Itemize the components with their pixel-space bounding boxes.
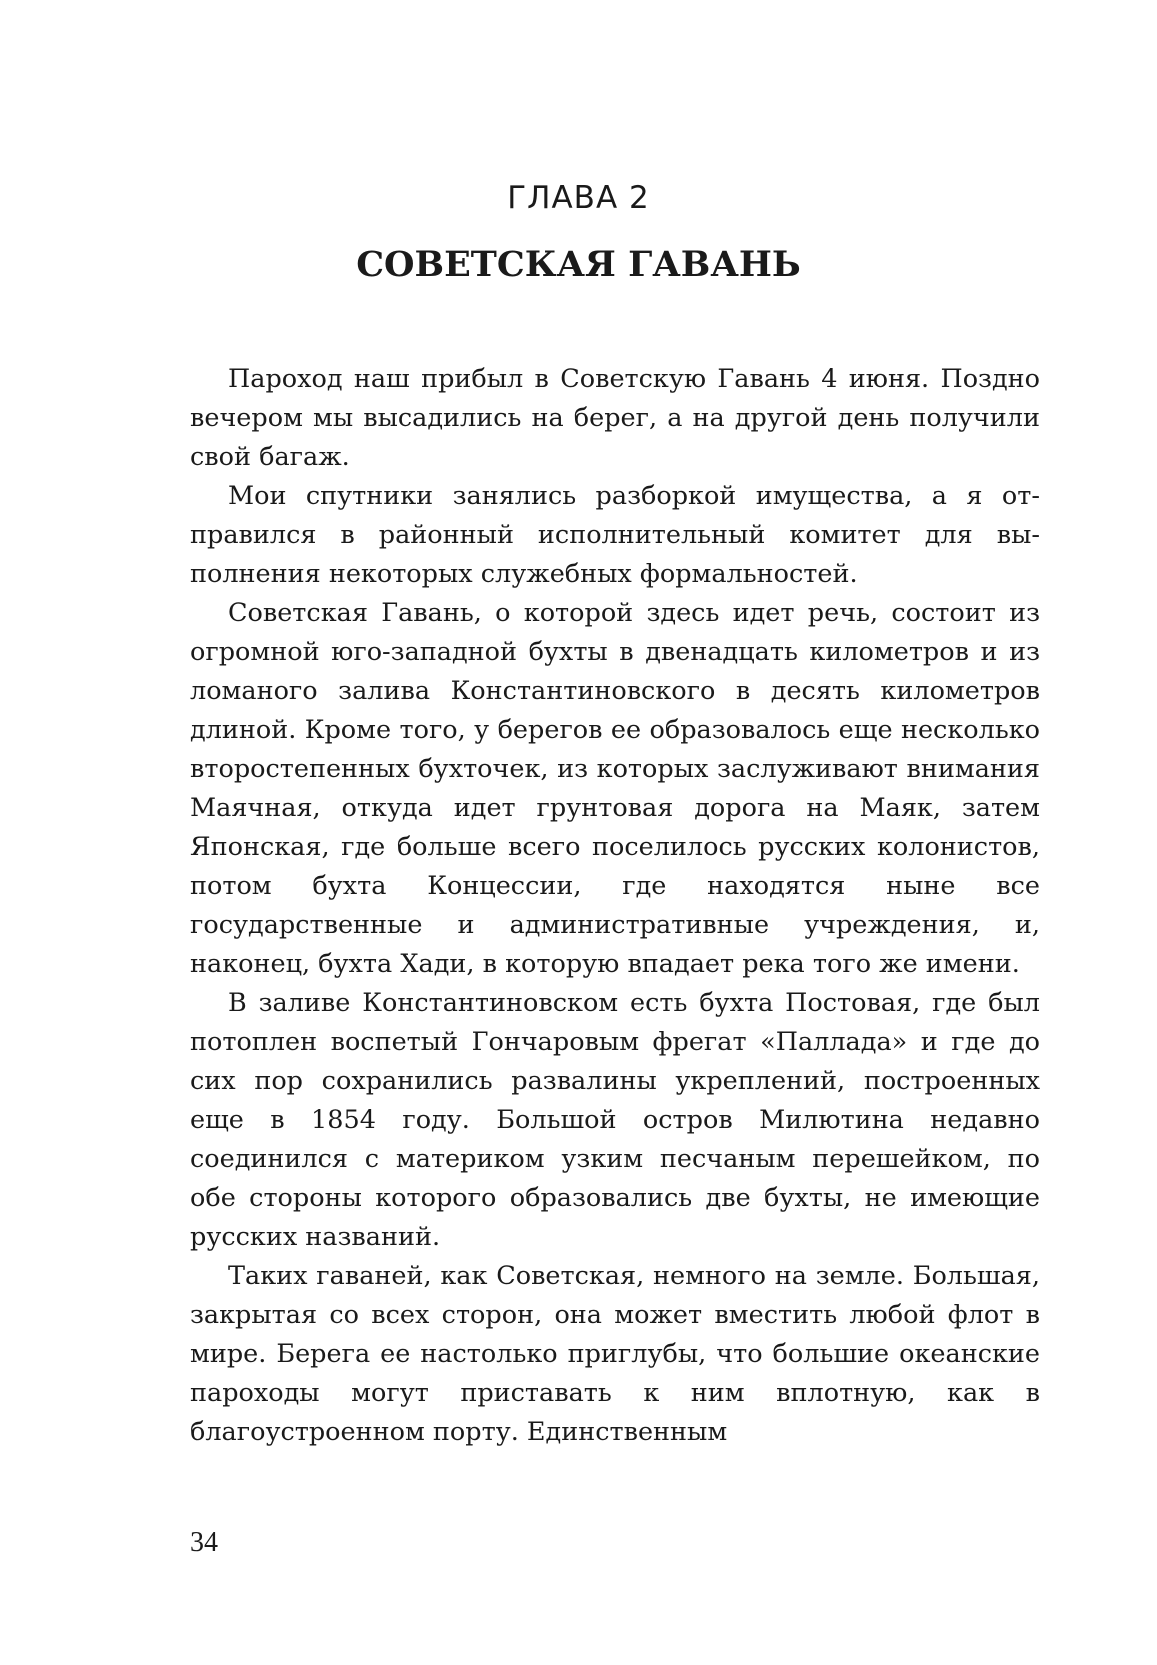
paragraph: В заливе Константиновском есть бухта Постовая, где был потоплен воспетый Гончаровым фрегат «Паллада» и где до сих пор сохранились развалины укреплений, построенных еще в 1854 году. Большой остров Милютина недавно соединился с материком узким песчаным перешейком, по обе стороны которого образовались две бухты, не имеющие русских названий. xyxy=(190,988,1040,1252)
paragraph: Мои спутники занялись разборкой имущества, а я отправился в районный исполнительный комитет для выполнения некоторых служебных формальностей. xyxy=(190,481,1040,589)
chapter-label: ГЛАВА 2 xyxy=(507,180,650,216)
paragraph: Советская Гавань, о которой здесь идет речь, состоит из огромной юго-западной бухты в двенадцать километров и из ломаного залива Константиновского в десять километров длиной. Кроме того, у берегов ее образовалось еще несколько второстепенных бухточек, из которых заслуживают внимания Маячная, откуда идет грунтовая дорога на Маяк, затем Японская, где больше всего поселилось русских колонистов, потом бухта Концессии, где находятся ныне все государственные и административные учреждения, и, наконец, бухта Хади, в которую впадает река того же имени. xyxy=(190,598,1040,979)
page-number: 34 xyxy=(190,1527,218,1558)
paragraph: Пароход наш прибыл в Советскую Гавань 4 июня. Поздно вечером мы высадились на берег, а на другой день получили свой багаж. xyxy=(190,364,1040,472)
chapter-title: СОВЕТСКАЯ ГАВАНЬ xyxy=(356,244,801,285)
paragraph: Таких гаваней, как Советская, немного на земле. Большая, закрытая со всех сторон, она может вместить любой флот в мире. Берега ее настолько приглубы, что большие океанские пароходы могут приставать к ним вплотную, как в благоустроенном порту. Единственным xyxy=(190,1261,1040,1447)
body-text xyxy=(190,360,1040,1452)
